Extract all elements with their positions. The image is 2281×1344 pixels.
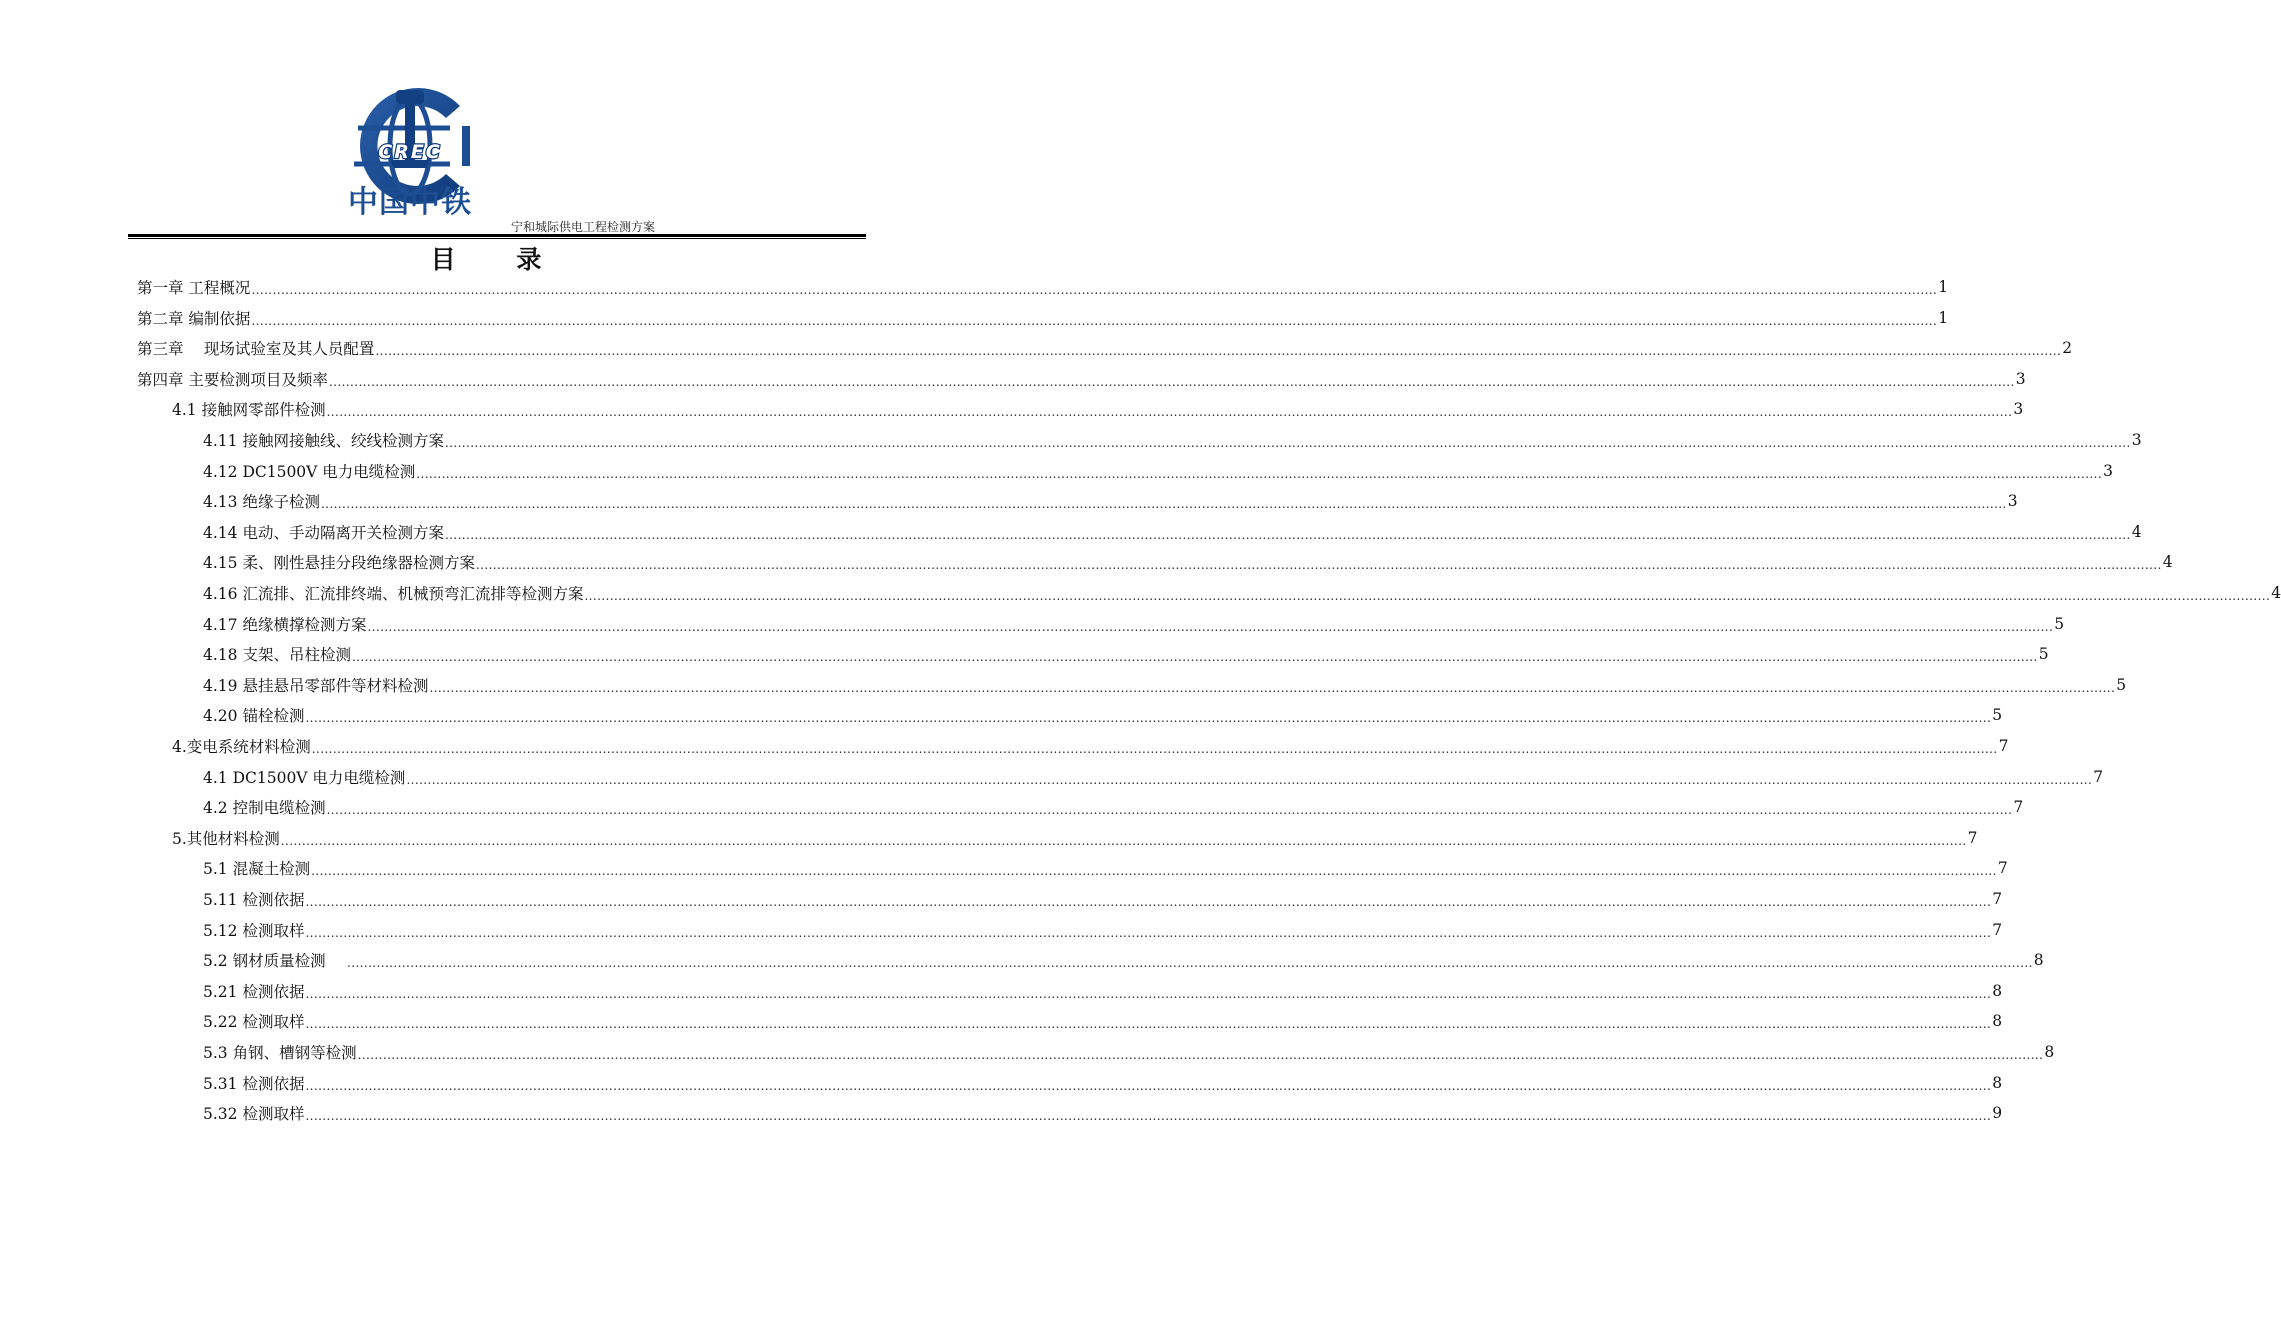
header-rule-thick xyxy=(128,234,866,237)
toc-entry-page: 7 xyxy=(1997,859,2008,878)
toc-entry[interactable] xyxy=(172,394,2024,424)
toc-leader-dots: ................................................................................................................................................................................................................................................................................................................................................................................................................ xyxy=(475,558,2162,573)
toc-entry-page: 7 xyxy=(1967,828,1978,847)
toc-entry-page: 7 xyxy=(1998,737,2009,755)
toc-entry[interactable] xyxy=(137,272,1949,302)
toc-entry[interactable] xyxy=(203,762,2104,792)
toc-entry-page: 8 xyxy=(2033,951,2044,970)
logo-en-text: CREC xyxy=(378,141,442,163)
toc-entry-label: 4.变电系统材料检测 xyxy=(172,738,311,756)
toc-entry-page: 5 xyxy=(1992,706,2003,725)
toc-leader-dots: ................................................................................................................................................................................................................................................................................................................................................................................................................ xyxy=(305,925,1992,940)
toc-entry-page: 3 xyxy=(2131,431,2142,449)
toc-entry[interactable] xyxy=(172,823,1978,853)
toc-title: 目 录 xyxy=(430,245,568,274)
toc-entry-label: 第三章 现场试验室及其人员配置 xyxy=(137,340,375,359)
toc-entry[interactable] xyxy=(203,517,2142,547)
crec-logo xyxy=(310,68,510,230)
toc-entry-label: 4.17 绝缘横撑检测方案 xyxy=(203,615,367,634)
toc-leader-dots: ................................................................................................................................................................................................................................................................................................................................................................................................................ xyxy=(305,986,1992,1001)
toc-entry-label: 5.22 检测取样 xyxy=(203,1013,305,1032)
toc-leader-dots: ................................................................................................................................................................................................................................................................................................................................................................................................................ xyxy=(584,589,2271,603)
toc-entry[interactable] xyxy=(203,1037,2055,1067)
toc-entry-label: 4.2 控制电缆检测 xyxy=(203,799,326,818)
toc-entry[interactable] xyxy=(203,1006,2003,1036)
toc-entry-label: 4.11 接触网接触线、绞线检测方案 xyxy=(203,432,444,450)
toc-entry-label: 4.18 支架、吊柱检测 xyxy=(203,646,351,665)
toc-entry-page: 7 xyxy=(1992,920,2003,939)
toc-entry[interactable] xyxy=(172,731,2009,761)
toc-entry-page: 3 xyxy=(2013,400,2024,419)
toc-entry-label: 第二章 编制依据 xyxy=(137,309,251,328)
toc-leader-dots: ................................................................................................................................................................................................................................................................................................................................................................................................................ xyxy=(305,711,1992,726)
toc-entry-label: 5.12 检测取样 xyxy=(203,921,305,940)
toc-entry[interactable] xyxy=(137,333,2073,363)
toc-leader-dots: ................................................................................................................................................................................................................................................................................................................................................................................................................ xyxy=(357,1048,2044,1062)
toc-leader-dots: ................................................................................................................................................................................................................................................................................................................................................................................................................ xyxy=(326,405,2013,420)
toc-entry-page: 3 xyxy=(2015,369,2026,388)
toc-leader-dots: ................................................................................................................................................................................................................................................................................................................................................................................................................ xyxy=(444,527,2131,542)
toc-entry-page: 5 xyxy=(2038,645,2049,664)
toc-entry-page: 4 xyxy=(2162,553,2173,572)
toc-entry[interactable] xyxy=(203,1098,2003,1128)
crec-logo-graphic xyxy=(310,68,510,230)
toc-entry-label: 5.2 钢材质量检测 xyxy=(203,952,347,971)
toc-entry-page: 4 xyxy=(2131,522,2142,541)
toc-entry-page: 1 xyxy=(1938,278,1949,296)
toc-entry-label: 5.3 角钢、槽钢等检测 xyxy=(203,1044,357,1062)
toc-entry[interactable] xyxy=(203,915,2003,945)
toc-leader-dots: ................................................................................................................................................................................................................................................................................................................................................................................................................ xyxy=(251,313,1938,328)
toc-entry-label: 5.11 检测依据 xyxy=(203,891,305,909)
toc-entry[interactable] xyxy=(137,303,1949,333)
toc-leader-dots: ................................................................................................................................................................................................................................................................................................................................................................................................................ xyxy=(367,619,2054,634)
toc-entry-page: 9 xyxy=(1992,1104,2003,1123)
toc-entry-page: 8 xyxy=(1992,981,2003,1000)
toc-entry[interactable] xyxy=(203,792,2024,822)
toc-entry-label: 5.其他材料检测 xyxy=(172,829,280,848)
toc-leader-dots: ................................................................................................................................................................................................................................................................................................................................................................................................................ xyxy=(280,833,1967,848)
toc-leader-dots: ................................................................................................................................................................................................................................................................................................................................................................................................................ xyxy=(305,1017,1992,1032)
header-rule-thin xyxy=(128,238,866,239)
toc-entry[interactable] xyxy=(203,700,2003,730)
toc-entry-label: 4.20 锚栓检测 xyxy=(203,707,305,726)
toc-entry-label: 5.21 检测依据 xyxy=(203,982,305,1001)
toc-entry-label: 4.13 绝缘子检测 xyxy=(203,493,320,512)
toc-entry-label: 4.16 汇流排、汇流排终端、机械预弯汇流排等检测方案 xyxy=(203,585,584,603)
logo-cn-text: 中国中铁 xyxy=(348,185,472,220)
toc-entry[interactable] xyxy=(203,945,2044,975)
toc-leader-dots: ................................................................................................................................................................................................................................................................................................................................................................................................................ xyxy=(406,772,2093,787)
toc-leader-dots: ................................................................................................................................................................................................................................................................................................................................................................................................................ xyxy=(326,803,2013,818)
document-header: 宁和城际供电工程检测方案 xyxy=(511,220,656,234)
toc-leader-dots: ................................................................................................................................................................................................................................................................................................................................................................................................................ xyxy=(347,956,2033,971)
toc-entry[interactable] xyxy=(203,609,2065,639)
toc-entry-label: 4.14 电动、手动隔离开关检测方案 xyxy=(203,523,444,542)
toc-entry[interactable] xyxy=(203,486,2018,516)
toc-entry-page: 7 xyxy=(1992,890,2003,908)
toc-leader-dots: ................................................................................................................................................................................................................................................................................................................................................................................................................ xyxy=(305,1109,1992,1124)
toc-entry-page: 3 xyxy=(2103,461,2113,480)
toc-leader-dots: ................................................................................................................................................................................................................................................................................................................................................................................................................ xyxy=(444,436,2131,450)
toc-entry-page: 3 xyxy=(2007,492,2018,511)
toc-entry[interactable] xyxy=(203,578,2281,608)
toc-entry-label: 4.12 DC1500V 电力电缆检测 xyxy=(203,462,416,481)
toc-entry[interactable] xyxy=(203,547,2173,577)
toc-leader-dots: ................................................................................................................................................................................................................................................................................................................................................................................................................ xyxy=(416,466,2103,481)
toc-leader-dots: ................................................................................................................................................................................................................................................................................................................................................................................................................ xyxy=(429,680,2116,695)
toc-entry-page: 8 xyxy=(2044,1043,2055,1061)
toc-entry-label: 5.1 混凝土检测 xyxy=(203,860,311,879)
toc-entry-label: 第一章 工程概况 xyxy=(137,279,251,297)
toc-leader-dots: ................................................................................................................................................................................................................................................................................................................................................................................................................ xyxy=(251,283,1938,297)
toc-leader-dots: ................................................................................................................................................................................................................................................................................................................................................................................................................ xyxy=(305,1078,1992,1093)
toc-leader-dots: ................................................................................................................................................................................................................................................................................................................................................................................................................ xyxy=(328,374,2015,389)
toc-entry[interactable] xyxy=(203,853,2008,883)
toc-entry[interactable] xyxy=(203,425,2142,455)
toc-entry-page: 5 xyxy=(2116,675,2127,694)
toc-entry-page: 1 xyxy=(1938,308,1949,327)
toc-entry-page: 4 xyxy=(2271,584,2281,602)
toc-leader-dots: ................................................................................................................................................................................................................................................................................................................................................................................................................ xyxy=(351,650,2038,665)
toc-entry-label: 4.19 悬挂悬吊零部件等材料检测 xyxy=(203,676,429,695)
toc-entry-label: 4.15 柔、刚性悬挂分段绝缘器检测方案 xyxy=(203,554,475,573)
toc-entry-page: 8 xyxy=(1992,1073,2003,1092)
toc-entry-page: 7 xyxy=(2093,767,2104,786)
toc-leader-dots: ................................................................................................................................................................................................................................................................................................................................................................................................................ xyxy=(305,895,1992,909)
toc-entry-label: 5.31 检测依据 xyxy=(203,1074,305,1093)
toc-entry[interactable] xyxy=(203,670,2127,700)
toc-leader-dots: ................................................................................................................................................................................................................................................................................................................................................................................................................ xyxy=(311,742,1998,756)
toc-entry[interactable] xyxy=(137,364,2026,394)
toc-entry-page: 7 xyxy=(2013,798,2024,817)
toc-entry-page: 5 xyxy=(2054,614,2065,633)
toc-entry[interactable] xyxy=(203,884,2003,914)
toc-entry[interactable] xyxy=(203,1068,2003,1098)
toc-entry[interactable] xyxy=(203,639,2049,669)
toc-leader-dots: ................................................................................................................................................................................................................................................................................................................................................................................................................ xyxy=(320,497,2007,512)
toc-leader-dots: ................................................................................................................................................................................................................................................................................................................................................................................................................ xyxy=(311,864,1997,879)
toc-leader-dots: ................................................................................................................................................................................................................................................................................................................................................................................................................ xyxy=(375,344,2062,359)
toc-entry-label: 5.32 检测取样 xyxy=(203,1105,305,1124)
toc-entry[interactable] xyxy=(203,456,2113,486)
toc-entry-page: 2 xyxy=(2062,339,2073,358)
toc-entry-label: 4.1 DC1500V 电力电缆检测 xyxy=(203,768,406,787)
toc-entry[interactable] xyxy=(203,976,2003,1006)
toc-entry-label: 4.1 接触网零部件检测 xyxy=(172,401,326,420)
toc-entry-page: 8 xyxy=(1992,1012,2003,1031)
toc-entry-label: 第四章 主要检测项目及频率 xyxy=(137,370,328,389)
